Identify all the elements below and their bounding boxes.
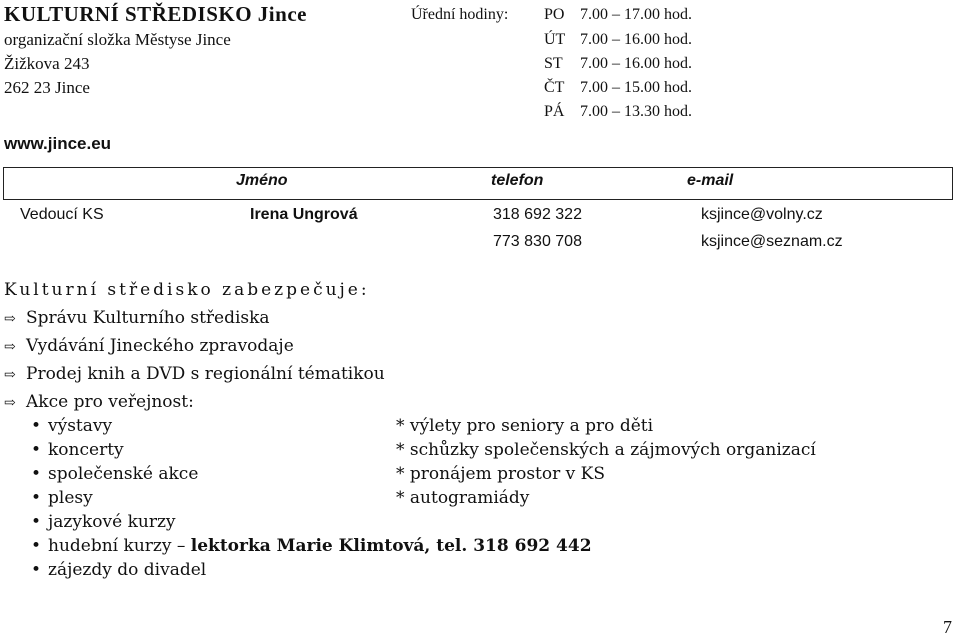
services-title: Kulturní středisko zabezpečuje: <box>4 280 370 300</box>
bullet-icon: • <box>30 512 42 532</box>
service-item <box>4 308 270 328</box>
website-link[interactable]: www.jince.eu <box>4 134 112 153</box>
activity-item <box>24 416 112 436</box>
activity-item-right: * schůzky společenských a zájmových organizací <box>396 440 816 460</box>
activity-label: plesy <box>48 488 93 508</box>
hours-time: 7.00 – 15.00 hod. <box>580 79 692 96</box>
hours-day: ÚT <box>544 31 566 48</box>
contact-role: Vedoucí KS <box>20 206 104 223</box>
hours-time: 7.00 – 16.00 hod. <box>580 55 692 72</box>
activity-label: koncerty <box>48 440 124 460</box>
hours-day: ST <box>544 55 563 72</box>
office-hours-row <box>544 79 692 97</box>
contact-phone: 773 830 708 <box>493 233 582 250</box>
org-name: KULTURNÍ STŘEDISKO Jince <box>4 2 307 26</box>
bullet-icon: • <box>30 416 42 436</box>
activity-item-right: * autogramiády <box>396 488 530 508</box>
activity-label: jazykové kurzy <box>48 512 176 532</box>
activity-item <box>24 560 206 580</box>
contact-email[interactable]: ksjince@seznam.cz <box>701 233 843 250</box>
service-item <box>4 336 294 356</box>
activity-label: společenské akce <box>48 464 199 484</box>
contact-email[interactable]: ksjince@volny.cz <box>701 206 823 223</box>
col-header-email: e-mail <box>687 172 734 189</box>
bullet-icon: • <box>30 560 42 580</box>
bullet-icon: • <box>30 488 42 508</box>
service-label: Správu Kulturního střediska <box>26 308 270 328</box>
bullet-icon: • <box>30 536 42 556</box>
arrow-right-icon: ⇨ <box>4 395 16 411</box>
music-course-teacher: lektorka Marie Klimtová, tel. 318 692 442 <box>190 536 592 556</box>
activity-label: hudební kurzy – <box>48 536 186 556</box>
arrow-right-icon: ⇨ <box>4 339 16 355</box>
activity-item <box>24 488 93 508</box>
office-hours-row <box>544 31 692 49</box>
bullet-icon: • <box>30 464 42 484</box>
activity-item-music-course <box>24 536 592 556</box>
office-hours-label: Úřední hodiny: <box>411 6 509 23</box>
hours-time: 7.00 – 13.30 hod. <box>580 103 692 120</box>
hours-time: 7.00 – 16.00 hod. <box>580 31 692 48</box>
arrow-right-icon: ⇨ <box>4 367 16 383</box>
activity-label: zájezdy do divadel <box>48 560 207 580</box>
activity-item <box>24 440 124 460</box>
page-number: 7 <box>943 617 952 637</box>
hours-day: ČT <box>544 79 565 96</box>
office-hours-row <box>544 103 692 121</box>
office-hours-row <box>544 6 692 24</box>
service-item <box>4 364 385 384</box>
activity-item <box>24 464 198 484</box>
col-header-name: Jméno <box>236 172 288 189</box>
activity-item <box>24 512 176 532</box>
contact-name: Irena Ungrová <box>250 206 358 223</box>
office-hours-row <box>544 55 692 73</box>
contact-header-box <box>3 167 953 200</box>
hours-time: 7.00 – 17.00 hod. <box>580 6 692 23</box>
activity-item-right: * pronájem prostor v KS <box>396 464 606 484</box>
contact-phone: 318 692 322 <box>493 206 582 223</box>
bullet-icon: • <box>30 440 42 460</box>
address-line-1: organizační složka Městyse Jince <box>4 30 231 49</box>
activity-label: výstavy <box>48 416 113 436</box>
hours-day: PÁ <box>544 103 565 120</box>
service-item <box>4 392 194 412</box>
service-label: Vydávání Jineckého zpravodaje <box>26 336 294 356</box>
address-line-3: 262 23 Jince <box>4 78 90 97</box>
service-label: Akce pro veřejnost: <box>26 392 194 412</box>
col-header-phone: telefon <box>491 172 544 189</box>
address-line-2: Žižkova 243 <box>4 54 90 73</box>
service-label: Prodej knih a DVD s regionální tématikou <box>26 364 385 384</box>
activity-item-right: * výlety pro seniory a pro děti <box>396 416 654 436</box>
hours-day: PO <box>544 6 565 23</box>
arrow-right-icon: ⇨ <box>4 311 16 327</box>
